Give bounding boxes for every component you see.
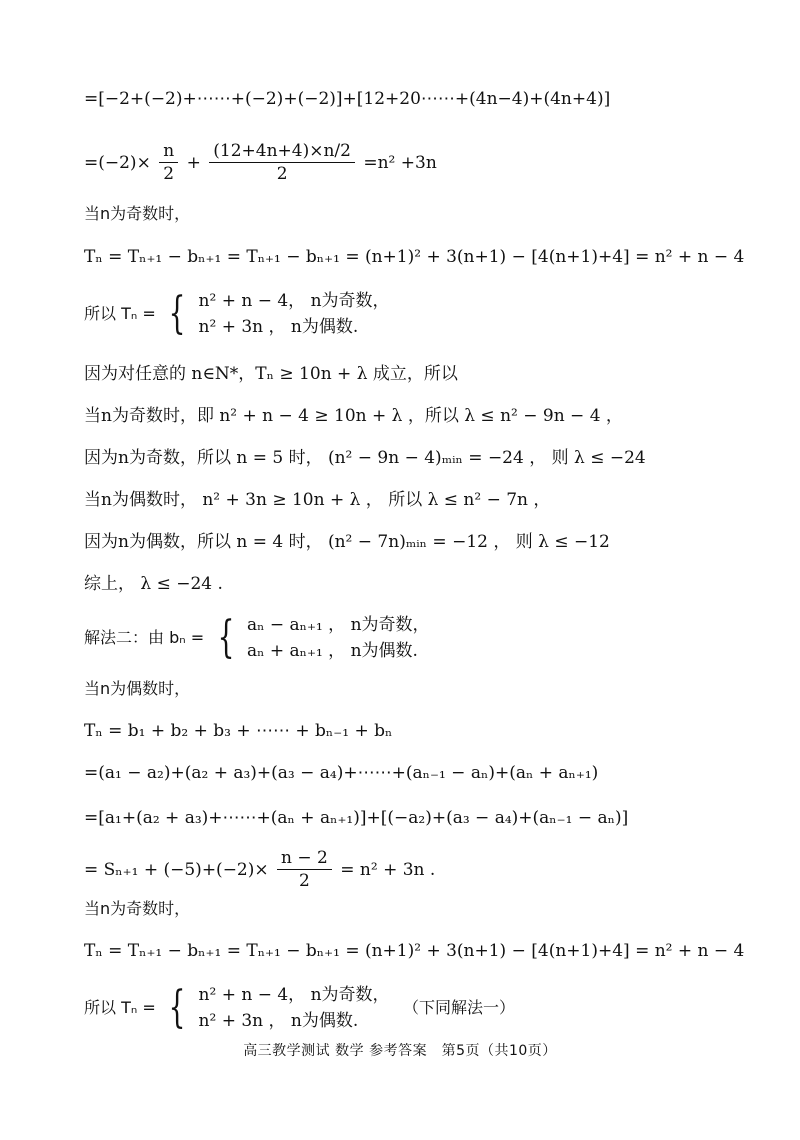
- piecewise-cases: [199, 288, 390, 340]
- line-tn-odd-derivation-2: Tₙ = Tₙ₊₁ − bₙ₊₁ = Tₙ₊₁ − bₙ₊₁ = (n+1)² + 3(n+1) − [4(n+1)+4] = n² + n − 4: [84, 941, 745, 961]
- expr-part-b: =n² +3n: [363, 152, 437, 173]
- line-fraction-result: [84, 140, 437, 185]
- line-even-minimum: 因为n为偶数，所以 n = 4 时， (n² − 7n)ₘᵢₙ = −12 ， 则 λ ≤ −12: [84, 532, 610, 552]
- line-odd-minimum: 因为n为奇数，所以 n = 5 时， (n² − 9n − 4)ₘᵢₙ = −24 ， 则 λ ≤ −24: [84, 448, 646, 468]
- case-even: n² + 3n ， n为偶数.: [198, 317, 359, 337]
- line-tn-piecewise-2: [84, 982, 515, 1034]
- same-as-method-one-note: （下同解法一）: [402, 998, 515, 1017]
- case-even: aₙ + aₙ₊₁ ， n为偶数.: [246, 641, 418, 661]
- fraction-denominator: 2: [299, 871, 310, 891]
- expr-part-b: = n² + 3n .: [340, 859, 436, 880]
- fraction-denominator: 2: [163, 164, 175, 184]
- piecewise-cases: [199, 982, 390, 1034]
- line-tn-odd-derivation: Tₙ = Tₙ₊₁ − bₙ₊₁ = Tₙ₊₁ − bₙ₊₁ = (n+1)² + 3(n+1) − [4(n+1)+4] = n² + n − 4: [84, 247, 745, 267]
- line-odd-case-heading-2: 当n为奇数时，: [84, 899, 191, 918]
- line-odd-inequality: 当n为奇数时，即 n² + n − 4 ≥ 10n + λ ，所以 λ ≤ n² − 9n − 4 ，: [84, 406, 623, 426]
- line-tn-even-result: [84, 847, 435, 892]
- line-tn-grouping: =[a₁+(a₂ + a₃)+⋯⋯+(aₙ + aₙ₊₁)]+[(−a₂)+(a₃ − a₄)+(aₙ₋₁ − aₙ)]: [84, 808, 629, 828]
- line-tn-expansion: =(a₁ − a₂)+(a₂ + a₃)+(a₃ − a₄)+⋯⋯+(aₙ₋₁ − aₙ)+(aₙ + aₙ₊₁): [84, 763, 599, 783]
- fraction-numerator: n − 2: [277, 847, 332, 870]
- left-brace-icon: {: [168, 982, 186, 1033]
- expr-part-a: =(−2)×: [84, 152, 151, 173]
- left-brace-icon: {: [217, 612, 234, 663]
- expr-plus: +: [186, 152, 201, 173]
- case-odd: aₙ − aₙ₊₁ ， n为奇数，: [246, 615, 430, 635]
- line-odd-case-heading: 当n为奇数时，: [84, 204, 191, 223]
- expr-part-a: = Sₙ₊₁ + (−5)+(−2)×: [84, 859, 269, 880]
- piecewise-prefix: 所以 Tₙ =: [84, 304, 156, 323]
- line-conclusion: 综上， λ ≤ −24 .: [84, 574, 223, 594]
- case-even: n² + 3n ， n为偶数.: [198, 1011, 359, 1031]
- line-even-case-heading: 当n为偶数时，: [84, 679, 191, 698]
- method-two-prefix: 解法二：由 bₙ =: [84, 628, 205, 647]
- line-tn-piecewise: [84, 288, 390, 340]
- page-footer: 高三教学测试 数学 参考答案 第5页（共10页）: [243, 1043, 557, 1059]
- fraction-n-minus-2: [277, 847, 332, 892]
- piecewise-prefix: 所以 Tₙ =: [84, 998, 156, 1017]
- fraction-n-over-2: [159, 140, 178, 185]
- line-method-two: [84, 612, 430, 664]
- line-sum-brackets: =[−2+(−2)+⋯⋯+(−2)+(−2)]+[12+20⋯⋯+(4n−4)+(4n+4)]: [84, 89, 611, 109]
- case-odd: n² + n − 4， n为奇数，: [198, 291, 390, 311]
- fraction-denominator: 2: [276, 164, 288, 184]
- line-tn-sum: Tₙ = b₁ + b₂ + b₃ + ⋯⋯ + bₙ₋₁ + bₙ: [84, 721, 393, 741]
- left-brace-icon: {: [168, 288, 186, 339]
- fraction-numerator: n: [159, 140, 178, 163]
- fraction-sum: [209, 140, 355, 185]
- case-odd: n² + n − 4， n为奇数，: [198, 985, 390, 1005]
- fraction-numerator: (12+4n+4)×n/2: [209, 140, 355, 163]
- line-even-inequality: 当n为偶数时， n² + 3n ≥ 10n + λ ， 所以 λ ≤ n² − 7n ，: [84, 490, 551, 510]
- line-condition: 因为对任意的 n∈N*，Tₙ ≥ 10n + λ 成立，所以: [84, 364, 458, 384]
- bn-cases: [247, 612, 430, 664]
